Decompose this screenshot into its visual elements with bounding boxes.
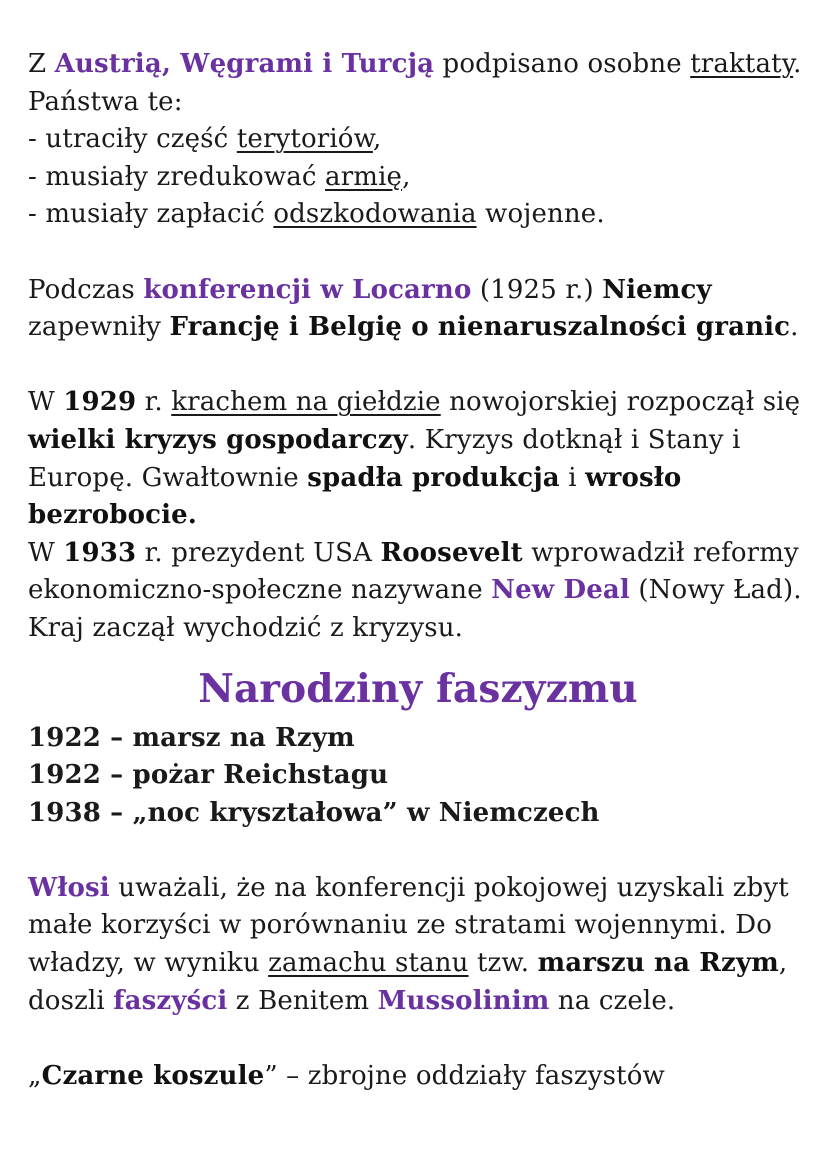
- list-item-text: - musiały zapłacić: [28, 199, 274, 230]
- list-item-text: - utraciły część: [28, 124, 237, 155]
- underlined-term: armię: [325, 161, 403, 192]
- highlight-mussolini: Mussolinim: [377, 985, 550, 1016]
- spacer: [28, 832, 808, 870]
- highlight-locarno: konferencji w Locarno: [143, 274, 472, 305]
- text: ,: [402, 161, 411, 192]
- text: i: [559, 462, 586, 493]
- text: Z: [28, 49, 55, 79]
- paragraph-black-shirts: [28, 1058, 808, 1096]
- paragraph-italy: [28, 870, 808, 1020]
- section-heading: Narodziny faszyzmu: [198, 665, 638, 712]
- bold-term: spadła produkcja: [307, 462, 560, 493]
- date-entry: 1938 – „noc kryształowa” w Niemczech: [28, 797, 600, 828]
- text: . Państwa te:: [28, 49, 802, 117]
- notes-page: [28, 46, 808, 1095]
- date-entry: 1922 – pożar Reichstagu: [28, 760, 389, 791]
- underlined-term: terytoriów: [236, 124, 373, 155]
- date-entry: 1922 – marsz na Rzym: [28, 722, 355, 753]
- text: uważali, że na konferencji pokojowej uzyskali zbyt małe korzyści w porównaniu ze stratami wojennymi. Do władzy, w wyniku: [28, 872, 789, 979]
- underlined-term: odszkodowania: [273, 199, 477, 230]
- text: ” – zbrojne oddziały faszystów: [264, 1060, 665, 1091]
- highlight-fascists: faszyści: [113, 985, 228, 1016]
- text: r. prezydent USA: [136, 537, 381, 568]
- list-item-text: - musiały zredukować: [28, 161, 326, 192]
- text: r.: [136, 387, 172, 418]
- text: ,: [372, 124, 382, 155]
- underlined-term: krachem na giełdzie: [171, 387, 441, 418]
- text: z Benitem: [227, 985, 378, 1016]
- bold-term: marszu na Rzym: [537, 948, 779, 979]
- text: W: [28, 537, 64, 568]
- text: .: [790, 312, 799, 343]
- paragraph-locarno: [28, 272, 808, 347]
- text: podpisano osobne: [434, 49, 691, 79]
- text: „: [28, 1060, 42, 1091]
- text: Podczas: [28, 274, 144, 305]
- paragraph-crisis: [28, 384, 808, 534]
- paragraph-treaties: [28, 46, 808, 234]
- text: na czele.: [549, 985, 676, 1016]
- text: tzw.: [468, 948, 538, 979]
- bold-term: Niemcy: [602, 274, 712, 305]
- text: wojenne.: [476, 199, 605, 230]
- bold-term: Roosevelt: [380, 537, 523, 568]
- bold-year: 1929: [63, 387, 137, 418]
- text: zapewniły: [28, 312, 170, 343]
- underlined-term: traktaty: [690, 49, 794, 79]
- highlight-new-deal: New Deal: [491, 575, 630, 606]
- text: (Nowy Ład). Kraj zaczął wychodzić z kryzysu.: [28, 575, 802, 643]
- text: (1925 r.): [471, 274, 603, 305]
- text: . Kryzys dotknął i Stany i Europę. Gwałtownie: [28, 424, 741, 493]
- bold-term: wielki kryzys gospodarczy: [28, 424, 408, 455]
- bold-year: 1933: [63, 537, 137, 568]
- spacer: [28, 1020, 808, 1058]
- bold-term: wrosło bezrobocie.: [28, 462, 682, 531]
- paragraph-new-deal: [28, 535, 808, 648]
- highlight-italians: Włosi: [28, 872, 110, 903]
- text: nowojorskiej rozpoczął się: [440, 387, 801, 418]
- text: , doszli: [28, 948, 788, 1016]
- spacer: [28, 347, 808, 385]
- text: W: [28, 387, 64, 418]
- bold-term: Czarne koszule: [41, 1060, 265, 1091]
- spacer: [28, 234, 808, 272]
- bold-term: Francję i Belgię o nienaruszalności granic: [169, 312, 791, 343]
- underlined-term: zamachu stanu: [268, 948, 469, 979]
- highlight-countries: Austrią, Węgrami i Turcją: [54, 49, 435, 79]
- text: wprowadził reformy ekonomiczno-społeczne nazywane: [28, 537, 799, 606]
